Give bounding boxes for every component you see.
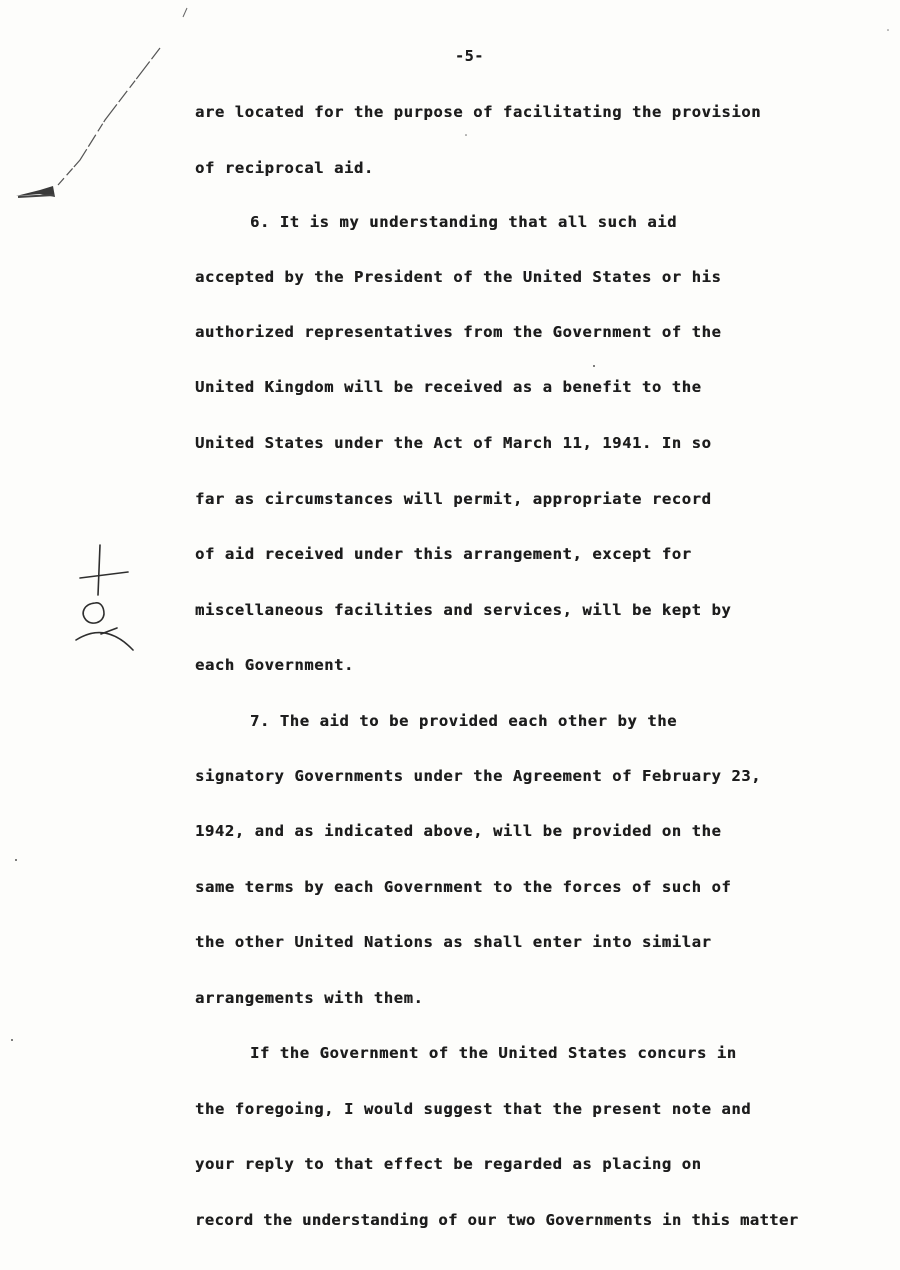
- paragraph-7-start: 7. The aid to be provided each other by the: [250, 712, 678, 730]
- body-line: record the understanding of our two Governments in this matter: [195, 1211, 799, 1229]
- paragraph-6-start: 6. It is my understanding that all such aid: [250, 213, 678, 231]
- body-line: your reply to that effect be regarded as placing on: [195, 1155, 702, 1173]
- body-line: United Kingdom will be received as a benefit to the: [195, 378, 702, 396]
- body-line: United States under the Act of March 11, 1941. In so: [195, 434, 712, 452]
- body-line: arrangements with them.: [195, 989, 424, 1007]
- body-line: the foregoing, I would suggest that the present note and: [195, 1100, 752, 1118]
- body-line: same terms by each Government to the forces of such of: [195, 878, 732, 896]
- page-number: -5-: [455, 47, 484, 65]
- closing-paragraph-start: If the Government of the United States concurs in: [250, 1044, 737, 1062]
- body-line: the other United Nations as shall enter into similar: [195, 933, 712, 951]
- body-line: miscellaneous facilities and services, will be kept by: [195, 601, 732, 619]
- body-line: 1942, and as indicated above, will be provided on the: [195, 822, 722, 840]
- body-line: each Government.: [195, 656, 354, 674]
- body-line: of aid received under this arrangement, except for: [195, 545, 692, 563]
- body-line: far as circumstances will permit, appropriate record: [195, 490, 712, 508]
- body-line: signatory Governments under the Agreement of February 23,: [195, 767, 762, 785]
- body-line: are located for the purpose of facilitating the provision: [195, 103, 762, 121]
- body-line: authorized representatives from the Government of the: [195, 323, 722, 341]
- body-line: accepted by the President of the United States or his: [195, 268, 722, 286]
- body-line: of reciprocal aid.: [195, 159, 374, 177]
